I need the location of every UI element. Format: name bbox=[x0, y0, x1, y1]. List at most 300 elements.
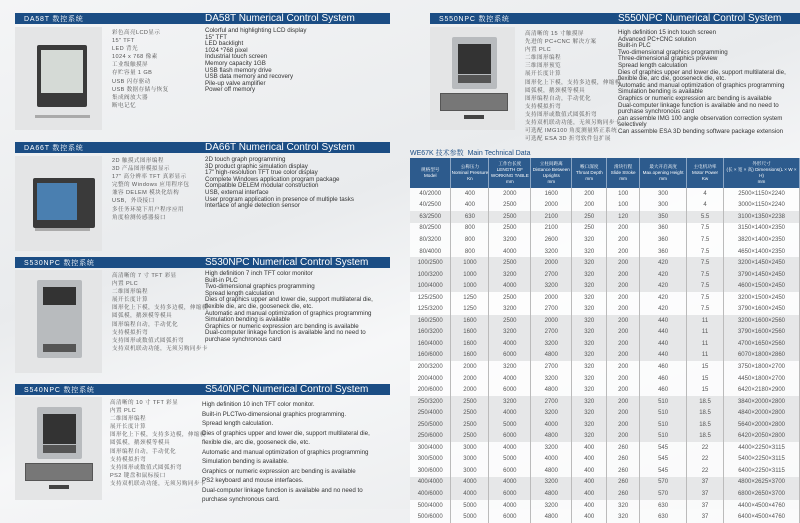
feature-cn: 支持图形或数值式圆弧折弯 bbox=[112, 337, 184, 344]
table-cell: 11 bbox=[687, 350, 724, 362]
feature-en: Graphics or numeric expression arc bending is available bbox=[202, 467, 356, 475]
feature-en: High definition 15 inch touch screen bbox=[618, 29, 717, 36]
table-cell: 460 bbox=[640, 384, 687, 396]
table-cell: 4000 bbox=[489, 407, 531, 419]
section-title-en: DA66T Numerical Control System bbox=[205, 142, 355, 153]
table-cell: 800 bbox=[451, 234, 489, 246]
feature-cn: 三维图形预览 bbox=[525, 63, 561, 70]
table-cell: 400/4000 bbox=[410, 477, 451, 489]
table-row bbox=[410, 419, 800, 431]
column-header-line: Slide Stroke bbox=[610, 170, 636, 175]
table-row bbox=[410, 500, 800, 512]
section-title-en: S550NPC Numerical Control System bbox=[618, 13, 782, 24]
table-cell: 18.5 bbox=[687, 419, 724, 431]
feature-en: Complete Windows application program package bbox=[205, 175, 340, 183]
feature-en: 17" high-resolution TFT true color display bbox=[205, 169, 318, 177]
feature-list-en bbox=[205, 157, 354, 210]
table-cell: 4 bbox=[687, 200, 724, 212]
feature-list-cn bbox=[112, 157, 189, 222]
table-row bbox=[410, 200, 800, 212]
table-cell: 4000 bbox=[451, 477, 489, 489]
table-cell: 200 bbox=[607, 327, 640, 339]
feature-cn: 图形编程自动，手动优化 bbox=[112, 321, 178, 328]
table-header-row bbox=[410, 158, 800, 188]
feature-cn: 多任务环境下用户程序应用 bbox=[112, 206, 184, 213]
table-cell: 320 bbox=[572, 303, 607, 315]
table-cell: 37 bbox=[687, 477, 724, 489]
feature-cn: 17" 高分辨率 TFT 真彩显示 bbox=[112, 174, 187, 181]
feature-en: 15" TFT bbox=[205, 33, 228, 41]
table-cell: 440 bbox=[640, 350, 687, 362]
table-cell: 3000 bbox=[451, 454, 489, 466]
feature-en: LED backlight bbox=[205, 40, 244, 48]
table-cell: 200 bbox=[607, 396, 640, 408]
table-cell: 2000 bbox=[451, 373, 489, 385]
table-cell: 37 bbox=[687, 488, 724, 500]
table-cell: 7.5 bbox=[687, 246, 724, 258]
table-row bbox=[410, 488, 800, 500]
table-cell: 630 bbox=[640, 511, 687, 523]
table-cell: 200 bbox=[607, 384, 640, 396]
table-cell: 320 bbox=[572, 246, 607, 258]
table-cell: 1250 bbox=[451, 303, 489, 315]
feature-cn: 图形化上下模，支持多边模，伸缩模 bbox=[525, 79, 621, 86]
column-header-line: 工作台长度 bbox=[498, 161, 522, 166]
feature-en: Dies of graphics upper and lower die, support multilateral die, bbox=[618, 68, 786, 76]
table-cell: 4700×1650×2560 bbox=[724, 338, 800, 350]
table-cell: 2500 bbox=[489, 211, 531, 223]
table-cell: 2600 bbox=[531, 234, 572, 246]
table-cell: 2000 bbox=[531, 292, 572, 304]
table-row bbox=[410, 292, 800, 304]
table-cell: 3750×1800×2700 bbox=[724, 361, 800, 373]
feature-cn: 展开长度计算 bbox=[112, 297, 148, 304]
table-cell: 420 bbox=[640, 269, 687, 281]
table-cell: 15 bbox=[687, 373, 724, 385]
section-title-cn: S530NPC 数控系统 bbox=[24, 259, 95, 267]
table-row bbox=[410, 477, 800, 489]
section-title-en: S530NPC Numerical Control System bbox=[205, 257, 369, 268]
table-cell: 4000 bbox=[489, 477, 531, 489]
table-cell: 200 bbox=[607, 303, 640, 315]
controller-product-image bbox=[15, 397, 102, 500]
column-header-line: LENGTH OF WORKING TABLE bbox=[490, 167, 529, 178]
table-row bbox=[410, 373, 800, 385]
table-cell: 7.5 bbox=[687, 223, 724, 235]
table-cell: 320 bbox=[572, 419, 607, 431]
feature-en: 3D product graphic simulation display bbox=[205, 162, 308, 170]
table-cell: 4800 bbox=[531, 465, 572, 477]
feature-en: Compatible DELEM modular construction bbox=[205, 182, 319, 190]
feature-cn: 高清晰的 15 寸触摸屏 bbox=[525, 31, 584, 37]
table-row bbox=[410, 396, 800, 408]
table-cell: 5400×2250×3115 bbox=[724, 454, 800, 466]
table-cell: 3200 bbox=[489, 396, 531, 408]
column-header bbox=[451, 158, 489, 188]
table-cell: 2000 bbox=[489, 188, 531, 200]
feature-cn: 角度检测传感器接口 bbox=[112, 214, 166, 221]
table-cell: 7.5 bbox=[687, 257, 724, 269]
table-cell: 420 bbox=[640, 257, 687, 269]
table-cell: 2700 bbox=[531, 327, 572, 339]
table-cell: 6000 bbox=[489, 465, 531, 477]
table-row bbox=[410, 430, 800, 442]
feature-en: Interface of angle detection sensor bbox=[205, 202, 300, 210]
table-cell: 22 bbox=[687, 442, 724, 454]
table-cell: 510 bbox=[640, 419, 687, 431]
table-cell: 80/4000 bbox=[410, 246, 451, 258]
table-title-cn: WE67K 技术参数 bbox=[410, 150, 464, 157]
table-cell: 200 bbox=[607, 361, 640, 373]
table-cell: 6070×1800×2860 bbox=[724, 350, 800, 362]
feature-cn: 1024 x 768 像素 bbox=[112, 54, 158, 61]
table-cell: 400 bbox=[572, 465, 607, 477]
table-cell: 1600 bbox=[531, 188, 572, 200]
table-cell: 2000 bbox=[451, 384, 489, 396]
table-cell: 400 bbox=[572, 477, 607, 489]
table-cell: 3790×1450×2450 bbox=[724, 269, 800, 281]
table-row bbox=[410, 211, 800, 223]
feature-cn: USB 数据存储与恢复 bbox=[112, 86, 169, 93]
table-cell: 5000 bbox=[451, 511, 489, 523]
feature-cn: 圆弧模，鹅颈模等模具 bbox=[110, 440, 170, 447]
table-cell: 6000 bbox=[489, 511, 531, 523]
table-cell: 400/6000 bbox=[410, 488, 451, 500]
table-cell: 320 bbox=[572, 257, 607, 269]
feature-cn: 圆弧模，鹅颈模等模具 bbox=[525, 87, 585, 94]
table-cell: 2500 bbox=[451, 430, 489, 442]
table-cell: 15 bbox=[687, 361, 724, 373]
feature-en: Built-in PLC bbox=[618, 42, 651, 50]
table-cell: 320 bbox=[607, 500, 640, 512]
table-cell: 4450×1800×2700 bbox=[724, 373, 800, 385]
table-cell: 2500 bbox=[451, 407, 489, 419]
feature-cn: 支持双机联动功能，无须另购同步卡 bbox=[525, 120, 621, 127]
table-cell: 15 bbox=[687, 384, 724, 396]
table-cell: 125/3200 bbox=[410, 303, 451, 315]
column-header bbox=[687, 158, 724, 188]
table-cell: 3200 bbox=[531, 500, 572, 512]
table-cell: 200/3200 bbox=[410, 361, 451, 373]
table-cell: 260 bbox=[607, 442, 640, 454]
table-row bbox=[410, 442, 800, 454]
column-header-line: 滑块行程 bbox=[613, 164, 633, 169]
table-cell: 63/2500 bbox=[410, 211, 451, 223]
table-cell: 320 bbox=[572, 338, 607, 350]
table-cell: 18.5 bbox=[687, 430, 724, 442]
feature-cn: PS2 键盘和鼠标接口 bbox=[110, 472, 166, 479]
feature-cn: USB 闪存驱动 bbox=[112, 78, 151, 85]
feature-en: Dual-computer linkage function is available and no need to bbox=[205, 329, 366, 337]
table-cell: 200 bbox=[607, 269, 640, 281]
feature-en: Automatic and manual optimization of graphics programming bbox=[618, 81, 785, 89]
table-cell: 260 bbox=[607, 465, 640, 477]
table-cell: 1250 bbox=[451, 292, 489, 304]
table-cell: 800 bbox=[451, 223, 489, 235]
table-row bbox=[410, 269, 800, 281]
feature-en: purchase synchronous card bbox=[618, 108, 695, 116]
table-cell: 100/4000 bbox=[410, 280, 451, 292]
table-cell: 320 bbox=[572, 407, 607, 419]
feature-cn: 支持图形或数值式圆弧折弯 bbox=[110, 464, 182, 471]
table-cell: 545 bbox=[640, 442, 687, 454]
column-header-line: 规格型号 bbox=[421, 167, 440, 172]
feature-en: flexible die, arc die, gooseneck die, etc. bbox=[618, 75, 727, 83]
table-cell: 2500 bbox=[489, 200, 531, 212]
table-cell: 18.5 bbox=[687, 396, 724, 408]
table-cell: 100 bbox=[607, 188, 640, 200]
table-cell: 4800 bbox=[531, 350, 572, 362]
column-header-line: 公称压力 bbox=[460, 164, 480, 169]
feature-list-cn bbox=[112, 272, 208, 353]
table-cell: 300/5000 bbox=[410, 454, 451, 466]
feature-cn: 展开长度计算 bbox=[525, 71, 561, 78]
table-cell: 350 bbox=[640, 211, 687, 223]
table-cell: 460 bbox=[640, 361, 687, 373]
table-cell: 200 bbox=[607, 419, 640, 431]
table-cell: 300 bbox=[640, 200, 687, 212]
table-row bbox=[410, 338, 800, 350]
feature-cn: 工业级触摸屏 bbox=[112, 62, 148, 69]
feature-en: Simulation bending is available bbox=[205, 316, 290, 324]
table-cell: 3000×1150×2240 bbox=[724, 200, 800, 212]
table-cell: 3000 bbox=[451, 465, 489, 477]
feature-en: Spread length calculation. bbox=[202, 420, 274, 427]
table-cell: 2500 bbox=[489, 257, 531, 269]
table-cell: 2100 bbox=[531, 211, 572, 223]
column-header bbox=[489, 158, 531, 188]
feature-cn: 可选配 ESA 3D 折弯软件包扩展 bbox=[525, 136, 611, 143]
table-cell: 4 bbox=[687, 188, 724, 200]
table-cell: 250/4000 bbox=[410, 407, 451, 419]
table-cell: 320 bbox=[572, 327, 607, 339]
table-cell: 400 bbox=[572, 442, 607, 454]
table-row bbox=[410, 280, 800, 292]
feature-cn: 圆弧模，鹅颈模等模具 bbox=[112, 313, 172, 320]
feature-en: Colorful and highlighting LCD display bbox=[205, 27, 307, 34]
feature-list-en bbox=[202, 400, 370, 505]
column-header-line: Nominal Pressure bbox=[451, 170, 489, 175]
feature-cn: 图形化上下模，支持多边模，伸缩模 bbox=[112, 305, 208, 312]
table-cell: 4000 bbox=[489, 500, 531, 512]
table-cell: 570 bbox=[640, 488, 687, 500]
table-cell: 200/4000 bbox=[410, 373, 451, 385]
feature-cn: 二维图形编程 bbox=[525, 55, 561, 62]
feature-cn: 2D 触摸式图形编程 bbox=[112, 158, 164, 164]
feature-cn: LED 背光 bbox=[112, 46, 139, 53]
feature-cn: 图形编程自动，手动优化 bbox=[110, 448, 176, 455]
table-cell: 460 bbox=[640, 373, 687, 385]
table-cell: 5000 bbox=[451, 500, 489, 512]
table-row bbox=[410, 327, 800, 339]
feature-cn: 可选配 IMG100 角度测量矫正系统 bbox=[525, 128, 618, 135]
table-cell: 360 bbox=[640, 234, 687, 246]
table-cell: 6000 bbox=[489, 350, 531, 362]
table-cell: 320 bbox=[572, 234, 607, 246]
table-cell: 6400×2250×3115 bbox=[724, 465, 800, 477]
table-cell: 18.5 bbox=[687, 407, 724, 419]
feature-cn: 展开长度计算 bbox=[110, 424, 146, 431]
table-cell: 440 bbox=[640, 338, 687, 350]
column-header-line: mm bbox=[506, 179, 514, 184]
table-cell: 800 bbox=[451, 246, 489, 258]
feature-en: Automatic and manual optimization of graphics programming bbox=[202, 448, 369, 456]
table-cell: 100/3200 bbox=[410, 269, 451, 281]
table-cell: 260 bbox=[607, 454, 640, 466]
table-cell: 3000 bbox=[451, 442, 489, 454]
column-header bbox=[724, 158, 800, 188]
table-cell: 3200 bbox=[489, 361, 531, 373]
table-cell: 7.5 bbox=[687, 303, 724, 315]
feature-cn: 彩色高亮LCD显示 bbox=[112, 30, 161, 36]
table-cell: 320 bbox=[572, 361, 607, 373]
table-cell: 4800 bbox=[531, 384, 572, 396]
table-cell: 320 bbox=[572, 315, 607, 327]
feature-cn: 内置 PLC bbox=[112, 281, 139, 288]
feature-en: USB flash memory drive bbox=[205, 66, 272, 74]
table-cell: 2700 bbox=[531, 303, 572, 315]
feature-en: USB, external interface bbox=[205, 188, 269, 196]
table-cell: 200 bbox=[607, 338, 640, 350]
column-header-line: Distance Between Uprights bbox=[532, 167, 570, 178]
feature-en: Built-in PLCTwo-dimensional graphics programming. bbox=[202, 410, 347, 418]
feature-en: 2D touch graph programming bbox=[205, 156, 286, 163]
column-header-line: Model bbox=[423, 173, 437, 178]
table-cell: 7.5 bbox=[687, 280, 724, 292]
table-cell: 4800 bbox=[531, 430, 572, 442]
table-cell: 320 bbox=[572, 269, 607, 281]
table-cell: 3200 bbox=[489, 234, 531, 246]
column-header-line: mm bbox=[547, 179, 556, 184]
feature-cn: 高清晰的 7 寸 TFT 彩显 bbox=[112, 273, 177, 279]
feature-list-en bbox=[618, 30, 786, 136]
table-cell: 1000 bbox=[451, 257, 489, 269]
table-cell: 630 bbox=[451, 211, 489, 223]
table-cell: 3200 bbox=[531, 442, 572, 454]
table-row bbox=[410, 407, 800, 419]
table-cell: 2000 bbox=[531, 200, 572, 212]
feature-en: Automatic and manual optimization of graphics programming bbox=[205, 309, 372, 317]
table-cell: 250/3200 bbox=[410, 396, 451, 408]
table-cell: 320 bbox=[572, 292, 607, 304]
feature-cn: 高清晰的 10 寸 TFT 彩显 bbox=[110, 400, 179, 406]
table-cell: 4800 bbox=[531, 511, 572, 523]
feature-en: PS2 keyboard and mouse interfaces. bbox=[202, 477, 304, 484]
table-cell: 300 bbox=[640, 188, 687, 200]
table-cell: 200 bbox=[607, 315, 640, 327]
table-cell: 40/2500 bbox=[410, 200, 451, 212]
table-cell: 2500 bbox=[451, 396, 489, 408]
table-cell: 500/4000 bbox=[410, 500, 451, 512]
feature-en: USB data memory and recovery bbox=[205, 73, 294, 81]
table-cell: 1600 bbox=[451, 327, 489, 339]
feature-cn: 支持图形或数值式圆弧折弯 bbox=[525, 111, 597, 118]
table-row bbox=[410, 188, 800, 200]
table-cell: 545 bbox=[640, 454, 687, 466]
table-cell: 2500 bbox=[451, 419, 489, 431]
feature-en: flexible die, arc die, gooseneck die, etc. bbox=[205, 302, 314, 310]
table-cell: 400 bbox=[572, 488, 607, 500]
table-cell: 250 bbox=[572, 211, 607, 223]
feature-en: Dies of graphics upper and lower die, support multilateral die, bbox=[205, 296, 373, 304]
table-cell: 80/3200 bbox=[410, 234, 451, 246]
table-cell: 2700 bbox=[531, 396, 572, 408]
table-cell: 420 bbox=[640, 303, 687, 315]
section-title-en: S540NPC Numerical Control System bbox=[205, 384, 369, 395]
feature-cn: 先进的 PC+CNC 解决方案 bbox=[525, 39, 597, 46]
table-cell: 125/2500 bbox=[410, 292, 451, 304]
table-cell: 420 bbox=[640, 280, 687, 292]
table-cell: 3200 bbox=[531, 407, 572, 419]
table-cell: 500/6000 bbox=[410, 511, 451, 523]
column-header-line: mm bbox=[659, 176, 667, 181]
feature-en: Simulation bending is available. bbox=[202, 458, 289, 465]
column-header bbox=[531, 158, 572, 188]
feature-en: purchase synchronous card. bbox=[202, 496, 280, 503]
section-title-en: DA58T Numerical Control System bbox=[205, 13, 355, 24]
table-cell: 630 bbox=[640, 500, 687, 512]
table-cell: 2000 bbox=[531, 315, 572, 327]
table-cell: 6000 bbox=[489, 488, 531, 500]
table-cell: 360 bbox=[640, 246, 687, 258]
table-cell: 3200 bbox=[531, 373, 572, 385]
table-cell: 200 bbox=[607, 234, 640, 246]
table-cell: 510 bbox=[640, 407, 687, 419]
feature-en: purchase synchronous card bbox=[205, 335, 282, 343]
section-header-bar bbox=[15, 13, 390, 24]
table-cell: 320 bbox=[607, 511, 640, 523]
table-cell: 2700 bbox=[531, 361, 572, 373]
table-cell: 2500 bbox=[489, 223, 531, 235]
column-header bbox=[607, 158, 640, 188]
column-header-line: mm bbox=[757, 179, 766, 184]
table-cell: 200 bbox=[607, 373, 640, 385]
table-row bbox=[410, 246, 800, 258]
feature-en: Three-dimensional graphics preview bbox=[618, 55, 718, 63]
feature-cn: 3D 产品图形模拟显示 bbox=[112, 166, 170, 173]
feature-en: Power off memory bbox=[205, 86, 256, 94]
table-cell: 400 bbox=[572, 511, 607, 523]
table-row bbox=[410, 234, 800, 246]
feature-en: Can assemble ESA 3D bending software package extension bbox=[618, 127, 784, 135]
section-header-bar bbox=[15, 384, 390, 395]
table-cell: 200 bbox=[607, 280, 640, 292]
table-cell: 3150×1400×2350 bbox=[724, 223, 800, 235]
table-cell: 4840×2000×2800 bbox=[724, 407, 800, 419]
feature-cn: 二维图形编程 bbox=[112, 289, 148, 296]
table-cell: 4400×2250×3115 bbox=[724, 442, 800, 454]
table-row bbox=[410, 257, 800, 269]
section-header-bar bbox=[15, 142, 390, 153]
table-cell: 400 bbox=[451, 188, 489, 200]
table-cell: 6000 bbox=[489, 430, 531, 442]
feature-en: High definition 7 inch TFT color monitor bbox=[205, 270, 313, 277]
table-cell: 6400×4500×4760 bbox=[724, 511, 800, 523]
feature-en: Two-dimensional graphics programming bbox=[618, 48, 728, 56]
table-cell: 1000 bbox=[451, 269, 489, 281]
table-cell: 4400×4500×4760 bbox=[724, 500, 800, 512]
feature-list-en bbox=[205, 271, 373, 344]
feature-list-en bbox=[205, 28, 306, 94]
table-cell: 6000 bbox=[489, 384, 531, 396]
table-cell: 160/2500 bbox=[410, 315, 451, 327]
column-header bbox=[410, 158, 451, 188]
feature-cn: USB，外设接口 bbox=[112, 198, 155, 205]
feature-en: Industrial touch screen bbox=[205, 53, 268, 61]
table-cell: 1600 bbox=[451, 350, 489, 362]
feature-cn: 集成阀放大器 bbox=[112, 94, 148, 101]
section-header-bar bbox=[15, 257, 390, 268]
